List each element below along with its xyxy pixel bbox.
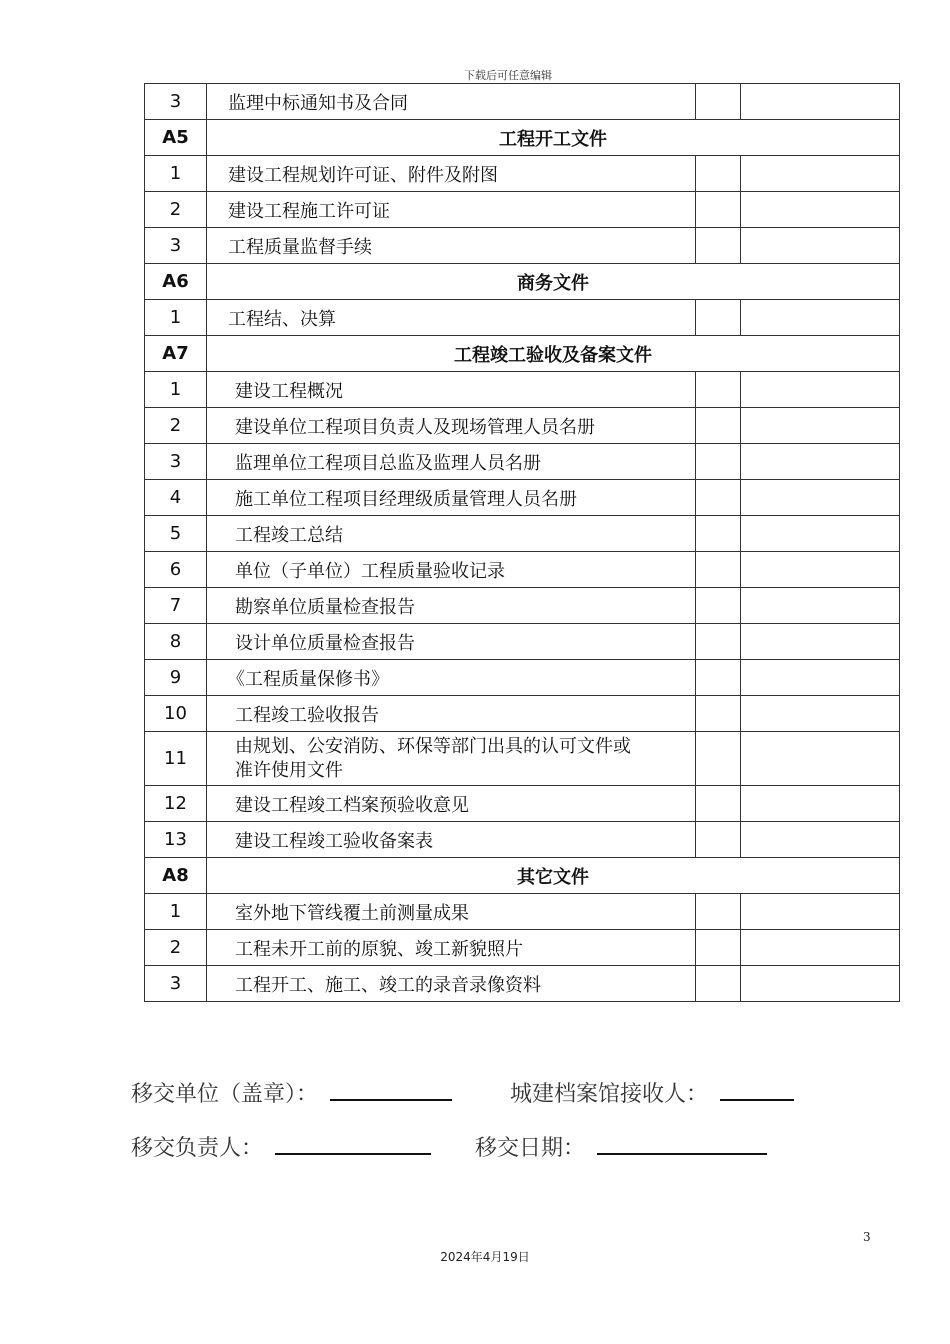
- table-row: [145, 894, 900, 930]
- blank-cell: [741, 408, 900, 444]
- row-number: 1: [145, 300, 207, 336]
- blank-cell: [696, 588, 741, 624]
- file-name: 设计单位质量检查报告: [207, 624, 696, 660]
- blank-cell: [741, 192, 900, 228]
- file-name-line-1: 由规划、公安消防、环保等部门出具的认可文件或: [235, 735, 631, 757]
- table-row: [145, 84, 900, 120]
- file-name: 建设工程施工许可证: [207, 192, 696, 228]
- file-name: 建设工程竣工档案预验收意见: [207, 786, 696, 822]
- blank-cell: [696, 84, 741, 120]
- blank-cell: [741, 930, 900, 966]
- blank-cell: [696, 732, 741, 786]
- row-number: 2: [145, 408, 207, 444]
- row-number: 4: [145, 480, 207, 516]
- file-name: 单位（子单位）工程质量验收记录: [207, 552, 696, 588]
- file-name: 建设工程概况: [207, 372, 696, 408]
- row-number: 10: [145, 696, 207, 732]
- section-code: A5: [145, 120, 207, 156]
- file-name: 施工单位工程项目经理级质量管理人员名册: [207, 480, 696, 516]
- table-row: [145, 822, 900, 858]
- file-name: 工程结、决算: [207, 300, 696, 336]
- table-row: [145, 480, 900, 516]
- blank-cell: [741, 84, 900, 120]
- row-number: 11: [145, 732, 207, 786]
- table-row: [145, 786, 900, 822]
- table-row: [145, 408, 900, 444]
- blank-cell: [696, 192, 741, 228]
- transfer-unit-label: 移交单位（盖章）：: [131, 1082, 319, 1107]
- blank-cell: [741, 156, 900, 192]
- transfer-person-label: 移交负责人：: [131, 1136, 264, 1161]
- file-name: 室外地下管线覆土前测量成果: [207, 894, 696, 930]
- blank-cell: [741, 966, 900, 1002]
- table-row: [145, 696, 900, 732]
- table-row: [145, 624, 900, 660]
- file-name: 监理中标通知书及合同: [207, 84, 696, 120]
- row-number: 9: [145, 660, 207, 696]
- section-title: 工程竣工验收及备案文件: [207, 336, 900, 372]
- blank-cell: [741, 624, 900, 660]
- file-name: 建设工程竣工验收备案表: [207, 822, 696, 858]
- blank-cell: [696, 300, 741, 336]
- table-row: [145, 516, 900, 552]
- blank-cell: [696, 696, 741, 732]
- transfer-date-signature: [475, 1131, 767, 1162]
- table-row: [145, 966, 900, 1002]
- file-name: 工程竣工总结: [207, 516, 696, 552]
- file-name: 建设单位工程项目负责人及现场管理人员名册: [207, 408, 696, 444]
- file-name: 《工程质量保修书》: [207, 660, 696, 696]
- row-number: 7: [145, 588, 207, 624]
- transfer-date-blank[interactable]: [597, 1152, 767, 1155]
- table-row: [145, 228, 900, 264]
- row-number: 2: [145, 192, 207, 228]
- row-number: 12: [145, 786, 207, 822]
- row-number: 6: [145, 552, 207, 588]
- table-row: [145, 156, 900, 192]
- blank-cell: [741, 372, 900, 408]
- blank-cell: [741, 444, 900, 480]
- row-number: 1: [145, 894, 207, 930]
- file-name: 建设工程规划许可证、附件及附图: [207, 156, 696, 192]
- blank-cell: [696, 228, 741, 264]
- archive-receiver-blank[interactable]: [720, 1098, 794, 1101]
- blank-cell: [741, 516, 900, 552]
- blank-cell: [741, 588, 900, 624]
- row-number: 3: [145, 444, 207, 480]
- blank-cell: [741, 696, 900, 732]
- file-name-line-2: 准许使用文件: [235, 759, 343, 781]
- blank-cell: [696, 822, 741, 858]
- section-title: 其它文件: [207, 858, 900, 894]
- blank-cell: [741, 894, 900, 930]
- row-number: 3: [145, 84, 207, 120]
- blank-cell: [696, 516, 741, 552]
- blank-cell: [741, 786, 900, 822]
- blank-cell: [741, 228, 900, 264]
- table-row: [145, 372, 900, 408]
- transfer-unit-blank[interactable]: [330, 1098, 452, 1101]
- blank-cell: [696, 966, 741, 1002]
- blank-cell: [696, 624, 741, 660]
- blank-cell: [696, 408, 741, 444]
- file-name: 监理单位工程项目总监及监理人员名册: [207, 444, 696, 480]
- transfer-person-signature: [131, 1131, 431, 1162]
- file-name: 工程未开工前的原貌、竣工新貌照片: [207, 930, 696, 966]
- table-row: [145, 300, 900, 336]
- transfer-date-label: 移交日期：: [475, 1136, 586, 1161]
- transfer-unit-signature: [131, 1077, 452, 1108]
- file-name: 工程开工、施工、竣工的录音录像资料: [207, 966, 696, 1002]
- section-code: A6: [145, 264, 207, 300]
- section-code: A8: [145, 858, 207, 894]
- section-title: 工程开工文件: [207, 120, 900, 156]
- blank-cell: [741, 732, 900, 786]
- transfer-person-blank[interactable]: [275, 1152, 431, 1155]
- section-row: [145, 264, 900, 300]
- row-number: 2: [145, 930, 207, 966]
- blank-cell: [741, 300, 900, 336]
- row-number: 5: [145, 516, 207, 552]
- table-row: [145, 444, 900, 480]
- table-row: [145, 660, 900, 696]
- section-title: 商务文件: [207, 264, 900, 300]
- row-number: 13: [145, 822, 207, 858]
- table-row: [145, 192, 900, 228]
- row-number: 3: [145, 966, 207, 1002]
- row-number: 3: [145, 228, 207, 264]
- header-note: 下载后可任意编辑: [464, 69, 552, 82]
- blank-cell: [696, 786, 741, 822]
- section-row: [145, 120, 900, 156]
- row-number: 1: [145, 156, 207, 192]
- table-row: [145, 588, 900, 624]
- table-row: [145, 732, 900, 786]
- file-name: 工程竣工验收报告: [207, 696, 696, 732]
- blank-cell: [741, 552, 900, 588]
- file-name: [207, 732, 696, 786]
- blank-cell: [696, 894, 741, 930]
- file-name: 勘察单位质量检查报告: [207, 588, 696, 624]
- archive-receiver-signature: [510, 1077, 794, 1108]
- blank-cell: [696, 444, 741, 480]
- file-name: 工程质量监督手续: [207, 228, 696, 264]
- blank-cell: [696, 930, 741, 966]
- table-row: [145, 552, 900, 588]
- archive-receiver-label: 城建档案馆接收人：: [510, 1082, 709, 1107]
- section-row: [145, 858, 900, 894]
- blank-cell: [741, 822, 900, 858]
- section-code: A7: [145, 336, 207, 372]
- blank-cell: [696, 156, 741, 192]
- blank-cell: [696, 372, 741, 408]
- row-number: 8: [145, 624, 207, 660]
- file-list-table: [144, 83, 900, 1002]
- section-row: [145, 336, 900, 372]
- footer-date: 2024年4月19日: [440, 1250, 530, 1264]
- row-number: 1: [145, 372, 207, 408]
- blank-cell: [696, 660, 741, 696]
- blank-cell: [741, 660, 900, 696]
- table-row: [145, 930, 900, 966]
- blank-cell: [696, 480, 741, 516]
- blank-cell: [696, 552, 741, 588]
- page-number: 3: [863, 1230, 871, 1244]
- blank-cell: [741, 480, 900, 516]
